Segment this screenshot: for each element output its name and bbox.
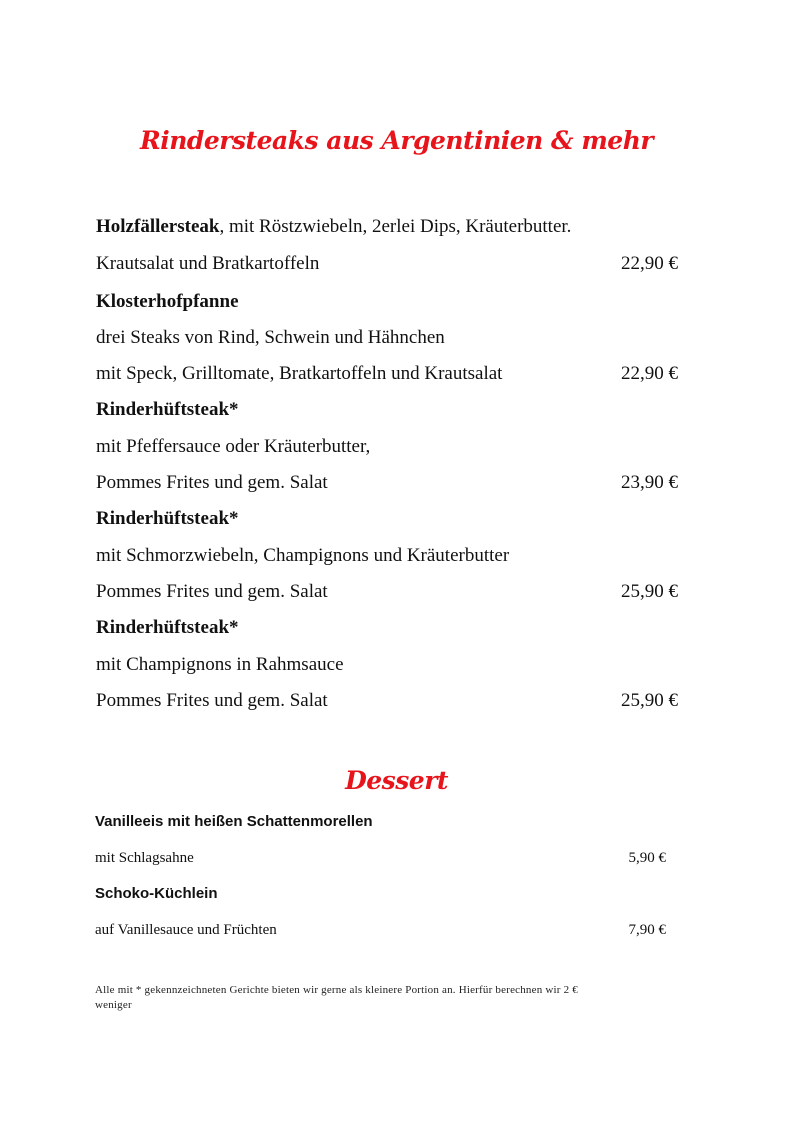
- menu-item-description-line: [96, 544, 678, 568]
- menu-item-description-line: [96, 435, 678, 459]
- dessert-name: Vanilleeis mit heißen Schattenmorellen: [95, 813, 373, 830]
- dish-description: Pommes Frites und gem. Salat: [96, 690, 328, 711]
- dish-description: mit Speck, Grilltomate, Bratkartoffeln und Krautsalat: [96, 363, 503, 384]
- dish-description: mit Pfeffersauce oder Kräuterbutter,: [96, 436, 371, 457]
- dessert-description-line: [95, 848, 666, 868]
- menu-item-description-line: [96, 653, 678, 677]
- menu-item-description-line: [96, 471, 678, 495]
- dish-price: 23,90 €: [621, 472, 678, 493]
- footnote-line: Alle mit * gekennzeichneten Gerichte bieten wir gerne als kleinere Portion an. Hierfür berechnen wir 2 €: [95, 984, 578, 996]
- dessert-description: auf Vanillesauce und Früchten: [95, 922, 277, 938]
- menu-item-name-line: [96, 398, 678, 422]
- menu-item-name-line: [96, 215, 678, 239]
- dish-description: Pommes Frites und gem. Salat: [96, 581, 328, 602]
- dessert-price: 5,90 €: [628, 850, 666, 866]
- dessert-description: mit Schlagsahne: [95, 850, 194, 866]
- menu-item-description-line: [96, 326, 678, 350]
- dish-description: mit Champignons in Rahmsauce: [96, 654, 344, 675]
- menu-item-name-line: [96, 507, 678, 531]
- dessert-price: 7,90 €: [628, 922, 666, 938]
- dish-name: Rinderhüftsteak*: [96, 508, 239, 529]
- dish-description: Pommes Frites und gem. Salat: [96, 472, 328, 493]
- dish-price: 22,90 €: [621, 253, 678, 274]
- section-title-dessert: Dessert: [345, 766, 448, 795]
- section-title-steaks: Rindersteaks aus Argentinien & mehr: [139, 126, 654, 155]
- menu-item-description-line: [96, 362, 678, 386]
- menu-item-description-line: [96, 580, 678, 604]
- footnote: [95, 983, 675, 1013]
- dish-name: Holzfällersteak: [96, 216, 220, 237]
- menu-item-description-line: [96, 689, 678, 713]
- dish-description: Krautsalat und Bratkartoffeln: [96, 253, 320, 274]
- dish-price: 22,90 €: [621, 363, 678, 384]
- dish-description: drei Steaks von Rind, Schwein und Hähnchen: [96, 327, 445, 348]
- dish-price: 25,90 €: [621, 690, 678, 711]
- dish-name: Klosterhofpfanne: [96, 291, 239, 312]
- menu-item-name-line: [96, 616, 678, 640]
- menu-item-description-line: [96, 252, 678, 276]
- dish-description: , mit Röstzwiebeln, 2erlei Dips, Kräuterbutter.: [219, 216, 572, 237]
- dessert-description-line: [95, 920, 666, 940]
- dish-price: 25,90 €: [621, 581, 678, 602]
- dish-description: mit Schmorzwiebeln, Champignons und Kräuterbutter: [96, 545, 510, 566]
- dish-name: Rinderhüftsteak*: [96, 399, 239, 420]
- dish-name: Rinderhüftsteak*: [96, 617, 239, 638]
- menu-item-name-line: [96, 290, 678, 314]
- dessert-name: Schoko-Küchlein: [95, 885, 218, 902]
- footnote-line: weniger: [95, 999, 132, 1011]
